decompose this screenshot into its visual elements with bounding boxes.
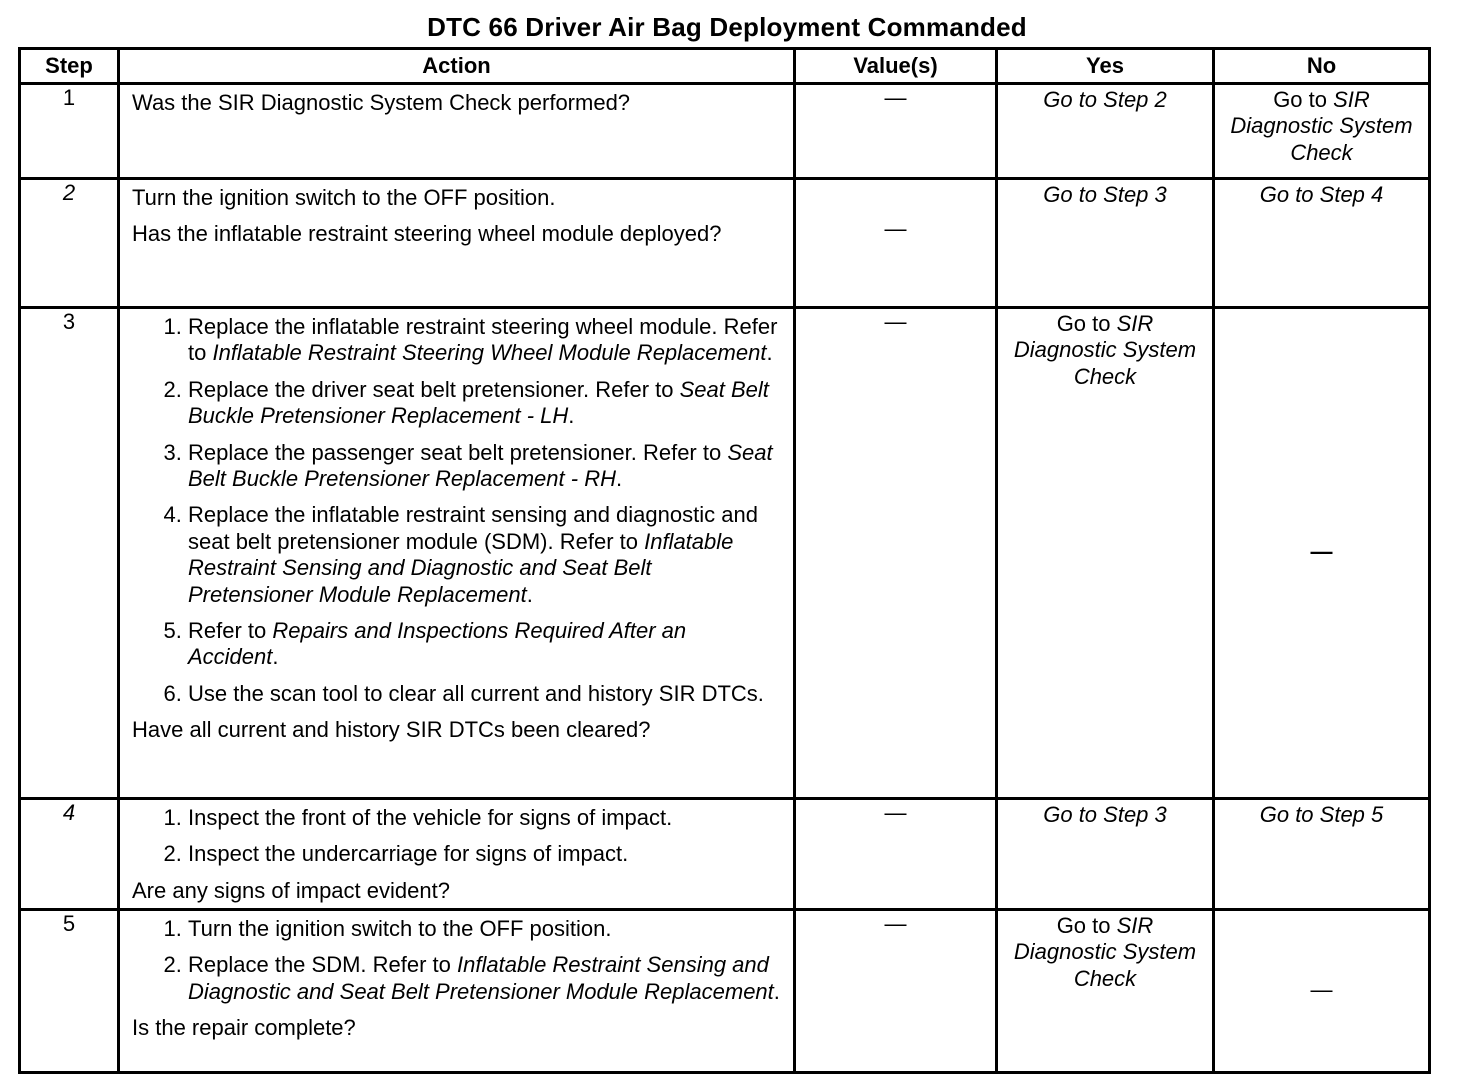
list-item: 2. Inspect the undercarriage for signs of impact.: [188, 841, 781, 867]
table-row: [20, 84, 1430, 179]
yes-cell: [997, 910, 1214, 1073]
value-cell: —: [795, 799, 997, 910]
yes-cell: [997, 179, 1214, 308]
yes-goto-link[interactable]: SIR Diagnostic System Check: [1013, 311, 1197, 389]
page-title: DTC 66 Driver Air Bag Deployment Commanded: [427, 12, 1027, 42]
reference-link[interactable]: Repairs and Inspections Required After an Accident: [188, 617, 687, 670]
yes-goto-link[interactable]: Go to Step 3: [1043, 802, 1167, 827]
action-steps-list: [132, 805, 781, 868]
list-item: 1. Turn the ignition switch to the OFF position.: [188, 916, 781, 942]
list-item: 5. Refer to Repairs and Inspections Required After an Accident.: [188, 618, 781, 671]
no-goto-link[interactable]: SIR Diagnostic System Check: [1230, 87, 1413, 165]
value-cell: —: [795, 910, 997, 1073]
yes-goto-link[interactable]: Go to Step 2: [1043, 87, 1167, 112]
column-header-values: Value(s): [795, 49, 997, 84]
no-cell: —: [1214, 308, 1430, 799]
column-header-action: Action: [119, 49, 795, 84]
yes-cell: [997, 84, 1214, 179]
value-cell: —: [795, 179, 997, 308]
action-cell: [119, 799, 795, 910]
column-header-step: Step: [20, 49, 119, 84]
reference-link[interactable]: Inflatable Restraint Steering Wheel Module Replacement: [212, 340, 767, 366]
list-item: 3. Replace the passenger seat belt pretensioner. Refer to Seat Belt Buckle Pretensioner Replacement - RH.: [188, 440, 781, 493]
goto-prefix: Go to: [1273, 87, 1334, 112]
action-steps-list: [132, 916, 781, 1005]
reference-link[interactable]: Seat Belt Buckle Pretensioner Replacement - RH: [188, 439, 773, 491]
action-question: Are any signs of impact evident?: [132, 877, 450, 903]
table-row: [20, 910, 1430, 1073]
action-steps-list: [132, 314, 781, 707]
no-cell: —: [1214, 910, 1430, 1073]
goto-prefix: Go to: [1056, 913, 1117, 938]
list-item: 6. Use the scan tool to clear all current and history SIR DTCs.: [188, 681, 781, 707]
list-item: 1. Inspect the front of the vehicle for signs of impact.: [188, 805, 781, 831]
no-cell: [1214, 179, 1430, 308]
action-question: Have all current and history SIR DTCs been cleared?: [132, 717, 651, 743]
value-cell: —: [795, 308, 997, 799]
action-cell: [119, 84, 795, 179]
reference-link[interactable]: Inflatable Restraint Sensing and Diagnostic and Seat Belt Pretensioner Module Replacement: [188, 952, 774, 1004]
column-header-no: No: [1214, 49, 1430, 84]
no-cell: [1214, 799, 1430, 910]
action-instruction: Turn the ignition switch to the OFF position.: [132, 185, 556, 210]
column-header-yes: Yes: [997, 49, 1214, 84]
table-row: [20, 308, 1430, 799]
list-item: 2. Replace the SDM. Refer to Inflatable Restraint Sensing and Diagnostic and Seat Belt Pretensioner Module Replacement.: [188, 952, 781, 1005]
action-question: Has the inflatable restraint steering wheel module deployed?: [132, 221, 722, 247]
reference-link[interactable]: Seat Belt Buckle Pretensioner Replacement - LH: [188, 376, 769, 429]
value-cell: —: [795, 84, 997, 179]
step-number: 1: [20, 84, 119, 179]
list-item: 2. Replace the driver seat belt pretensioner. Refer to Seat Belt Buckle Pretensioner Replacement - LH.: [188, 377, 781, 430]
action-cell: [119, 308, 795, 799]
table-row: [20, 799, 1430, 910]
reference-link[interactable]: Inflatable Restraint Sensing and Diagnostic and Seat Belt Pretensioner Module Replacement: [188, 528, 734, 607]
action-question: Was the SIR Diagnostic System Check performed?: [132, 90, 631, 115]
step-number: 4: [20, 799, 119, 910]
list-item: 1. Replace the inflatable restraint steering wheel module. Refer to Inflatable Restraint Steering Wheel Module Replacement.: [188, 314, 781, 367]
diagnostic-table: [18, 47, 1431, 1074]
yes-goto-link[interactable]: Go to Step 3: [1043, 182, 1167, 207]
action-question: Is the repair complete?: [132, 1015, 356, 1041]
yes-goto-link[interactable]: SIR Diagnostic System Check: [1013, 913, 1197, 991]
action-cell: [119, 910, 795, 1073]
yes-cell: [997, 308, 1214, 799]
no-goto-link[interactable]: Go to Step 4: [1259, 182, 1384, 207]
step-number: 5: [20, 910, 119, 1073]
list-item: 4. Replace the inflatable restraint sensing and diagnostic and seat belt pretensioner module (SDM). Refer to Inflatable Restraint Sensing and Diagnostic and Seat Belt Pretensioner Module Replacement.: [188, 502, 781, 608]
no-cell: [1214, 84, 1430, 179]
action-cell: [119, 179, 795, 308]
goto-prefix: Go to: [1056, 311, 1117, 336]
table-row: [20, 179, 1430, 308]
yes-cell: [997, 799, 1214, 910]
no-goto-link[interactable]: Go to Step 5: [1259, 802, 1384, 827]
step-number: 2: [20, 179, 119, 308]
step-number: 3: [20, 308, 119, 799]
table-header-row: [20, 49, 1430, 84]
